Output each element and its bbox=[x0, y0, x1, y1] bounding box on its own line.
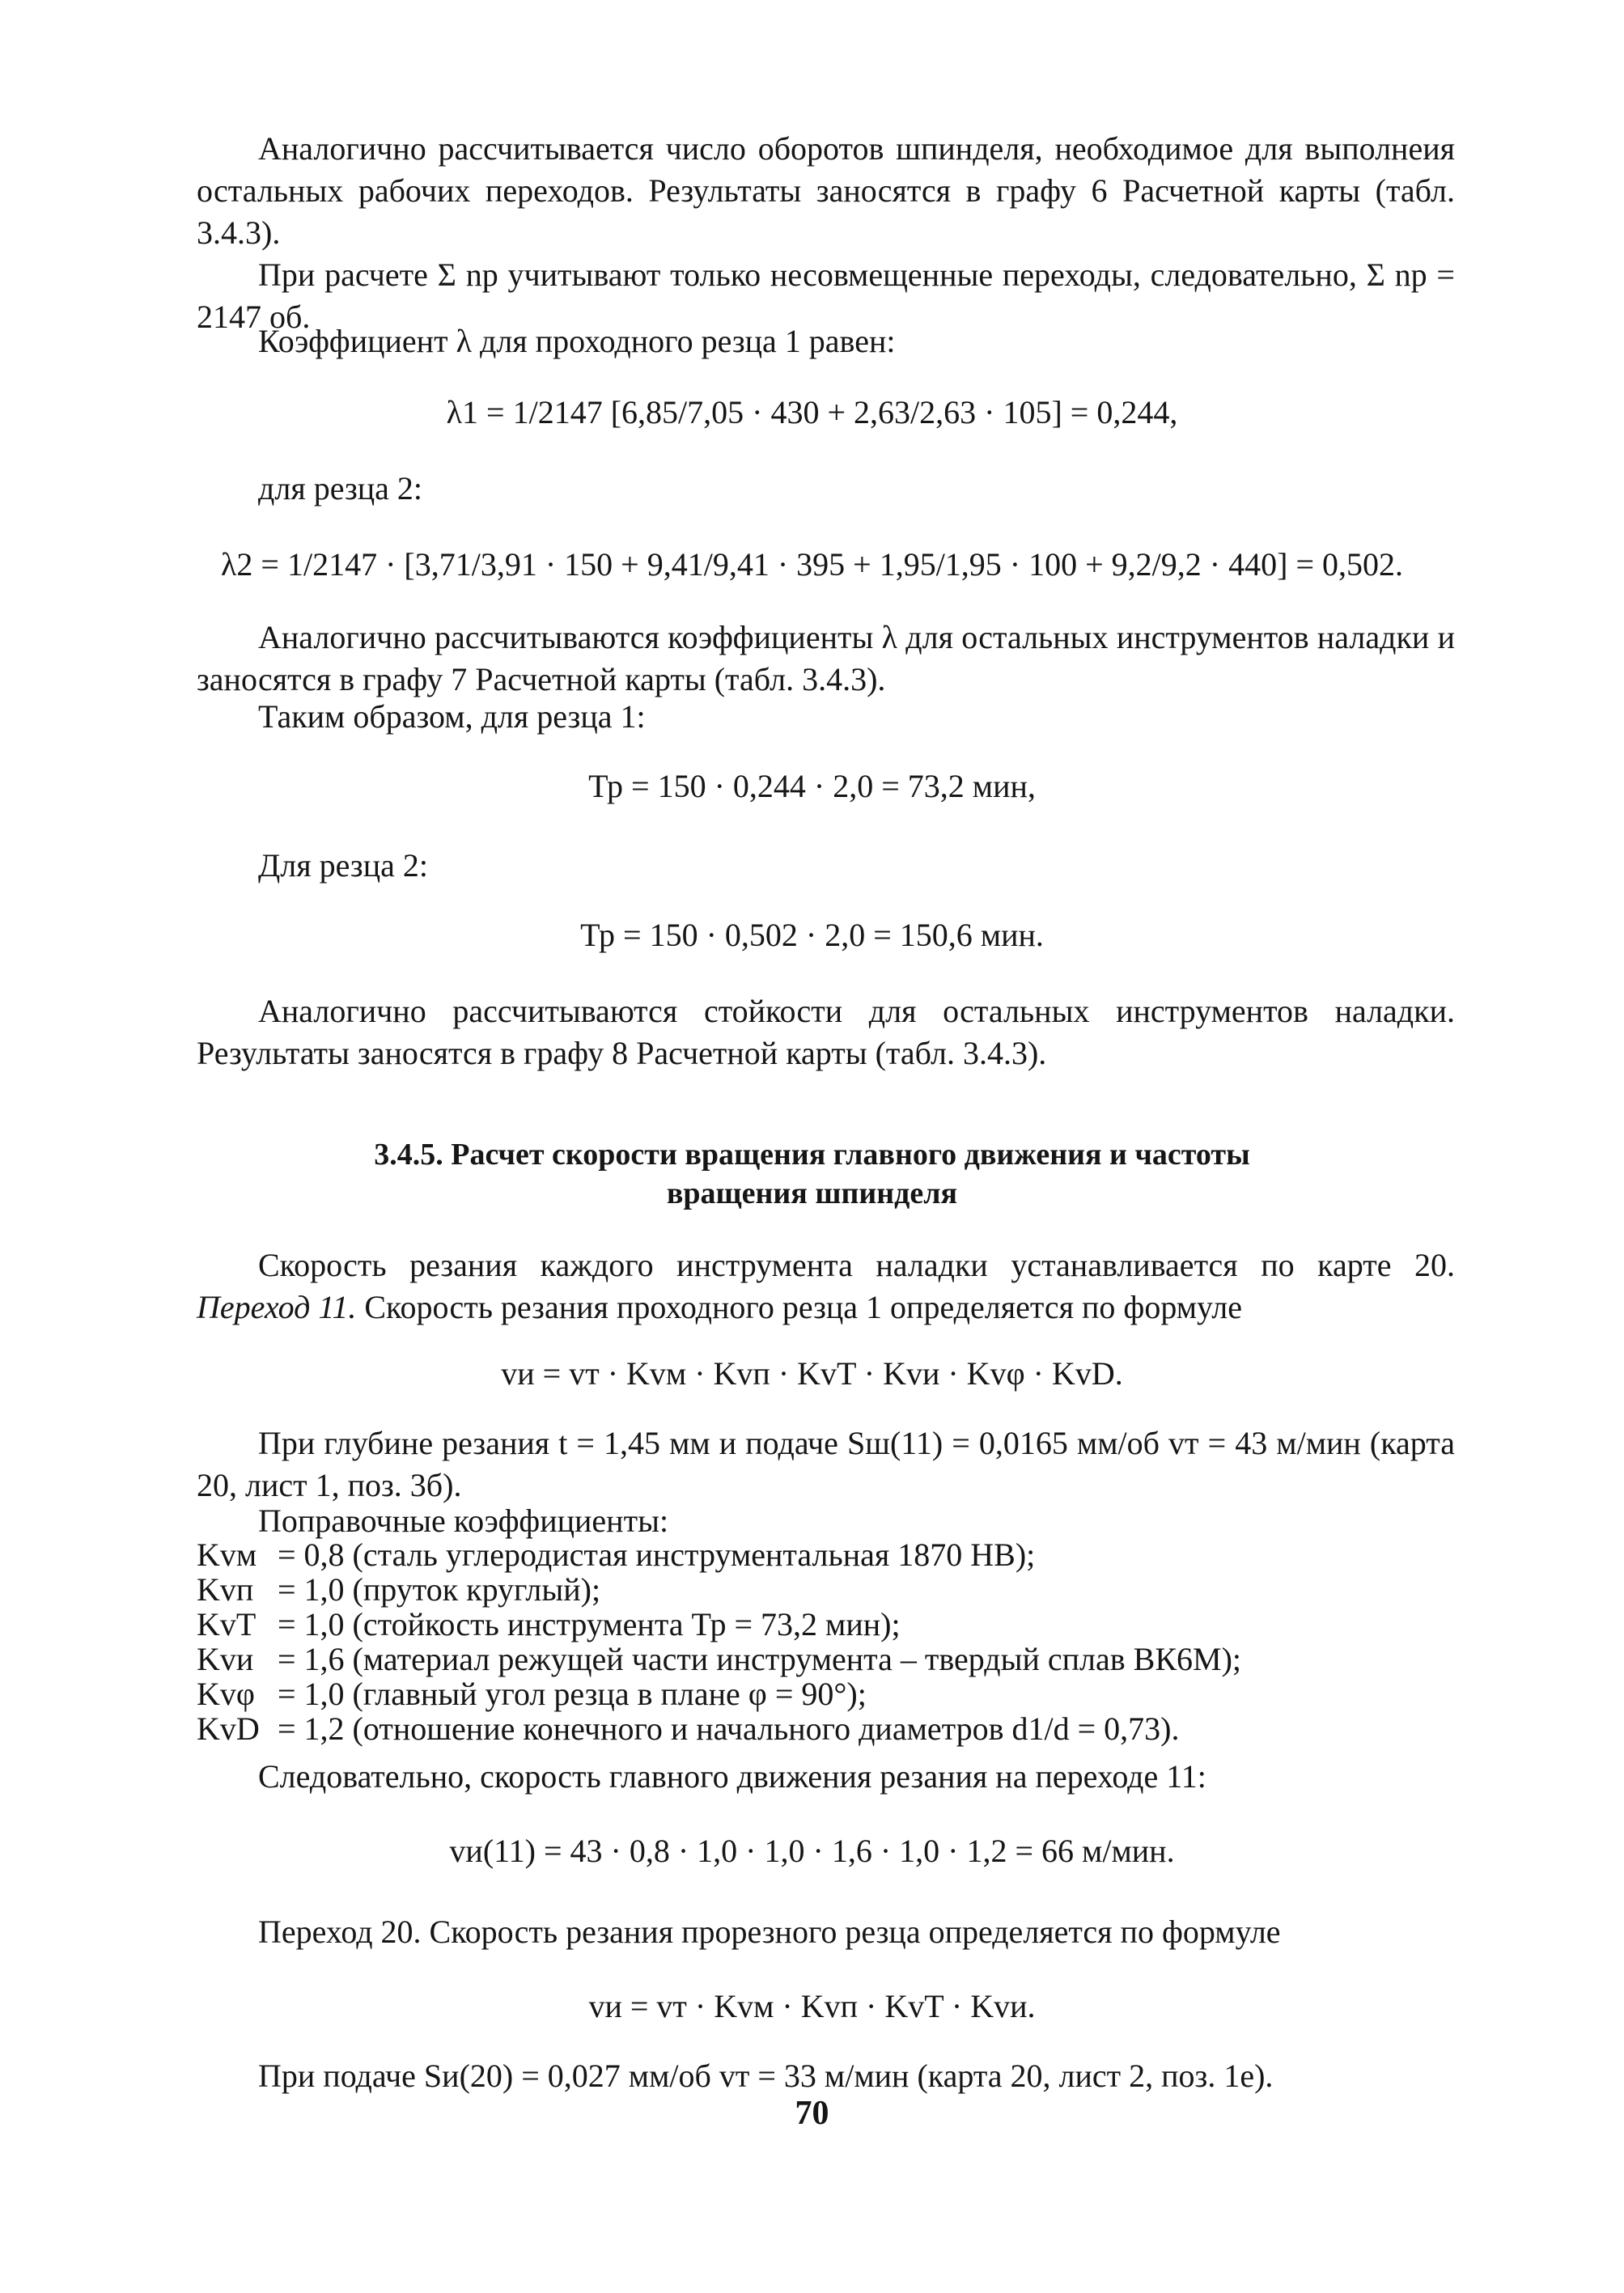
coefficient-row bbox=[197, 1676, 1459, 1711]
equation-speed-formula1: vи = vт · Kvм · Kvп · KvT · Kvи · Kvφ · KvD. bbox=[501, 1355, 1123, 1392]
coefficient-row bbox=[197, 1572, 1459, 1607]
page-number: 70 bbox=[795, 2095, 829, 2132]
coefficient-value: = 1,0 (главный угол резца в плане φ = 90°); bbox=[278, 1676, 867, 1712]
coefficient-value: = 1,0 (пруток круглый); bbox=[278, 1571, 601, 1608]
paragraph-lambda-others: Аналогично рассчитываются коэффициенты λ для остальных инструментов наладки и заносятся в графу 7 Расчетной карты (табл. 3.4.3). bbox=[197, 619, 1455, 697]
coefficient-row bbox=[197, 1607, 1459, 1642]
coefficient-value: = 1,6 (материал режущей части инструмента – твердый сплав ВК6М); bbox=[278, 1641, 1241, 1677]
equation-v11: vи(11) = 43 · 0,8 · 1,0 · 1,0 · 1,6 · 1,0 · 1,2 = 66 м/мин. bbox=[449, 1833, 1175, 1869]
paragraph-correction-factors: Поправочные коэффициенты: bbox=[258, 1503, 669, 1539]
coefficient-value: = 0,8 (сталь углеродистая инструментальная 1870 НВ); bbox=[278, 1536, 1036, 1573]
coefficient-symbol: Kvφ bbox=[197, 1676, 255, 1712]
paragraph-therefore-speed: Следовательно, скорость главного движения резания на переходе 11: bbox=[258, 1758, 1206, 1795]
coefficient-symbol: KvT bbox=[197, 1606, 257, 1642]
transition-11-label: Переход 11. bbox=[197, 1289, 357, 1325]
coefficient-symbol: Kvм bbox=[197, 1536, 257, 1573]
equation-speed-formula2: vи = vт · Kvм · Kvп · KvT · Kvи. bbox=[588, 1988, 1036, 2024]
paragraph-for-cutter2-b: Для резца 2: bbox=[258, 847, 428, 884]
paragraph-transition-20: Переход 20. Скорость резания прорезного резца определяется по формуле bbox=[258, 1914, 1281, 1950]
paragraph-thus-cutter1: Таким образом, для резца 1: bbox=[258, 698, 646, 735]
paragraph-sum-np: При расчете Σ nр учитывают только несовмещенные переходы, следовательно, Σ nр = 2147 об. bbox=[197, 256, 1455, 335]
coefficient-value: = 1,0 (стойкость инструмента Тр = 73,2 мин); bbox=[278, 1606, 901, 1642]
paragraph-cutting-speed-tail: Скорость резания проходного резца 1 определяется по формуле bbox=[356, 1289, 1243, 1325]
coefficient-list bbox=[197, 1537, 1459, 1746]
paragraph-tool-life: Аналогично рассчитываются стойкости для остальных инструментов наладки. Результаты заносятся в графу 8 Расчетной карты (табл. 3.4.3). bbox=[197, 993, 1455, 1071]
equation-tp2: Тр = 150 · 0,502 · 2,0 = 150,6 мин. bbox=[580, 917, 1044, 953]
coefficient-row bbox=[197, 1537, 1459, 1572]
equation-lambda2: λ2 = 1/2147 · [3,71/3,91 · 150 + 9,41/9,41 · 395 + 1,95/1,95 · 100 + 9,2/9,2 · 440] = 0,502. bbox=[221, 546, 1403, 583]
equation-lambda1: λ1 = 1/2147 [6,85/7,05 · 430 + 2,63/2,63 · 105] = 0,244, bbox=[446, 394, 1178, 430]
coefficient-symbol: Kvп bbox=[197, 1571, 254, 1608]
coefficient-symbol: Kvи bbox=[197, 1641, 254, 1677]
paragraph-feed-20: При подаче Sи(20) = 0,027 мм/об vт = 33 м/мин (карта 20, лист 2, поз. 1е). bbox=[258, 2058, 1274, 2094]
coefficient-symbol: KvD bbox=[197, 1710, 260, 1747]
section-heading-line1: 3.4.5. Расчет скорости вращения главного движения и частоты bbox=[374, 1138, 1250, 1172]
paragraph-depth-feed: При глубине резания t = 1,45 мм и подаче Sш(11) = 0,0165 мм/об vт = 43 м/мин (карта 20, лист 1, поз. 3б). bbox=[197, 1425, 1455, 1503]
coefficient-row bbox=[197, 1642, 1459, 1676]
paragraph-cutting-speed-text: Скорость резания каждого инструмента наладки устанавливается по карте 20. bbox=[258, 1247, 1455, 1283]
coefficient-value: = 1,2 (отношение конечного и начального диаметров d1/d = 0,73). bbox=[278, 1710, 1180, 1747]
equation-tp1: Тр = 150 · 0,244 · 2,0 = 73,2 мин, bbox=[588, 768, 1036, 804]
paragraph-lambda-cutter1: Коэффициент λ для проходного резца 1 равен: bbox=[258, 323, 896, 359]
section-heading-line2: вращения шпинделя bbox=[666, 1176, 958, 1210]
paragraph-cutting-speed bbox=[197, 1244, 1455, 1329]
paragraph-for-cutter2: для резца 2: bbox=[258, 470, 423, 506]
paragraph-spindle-revolutions: Аналогично рассчитывается число оборотов шпинделя, необходимое для выполнеия остальных рабочих переходов. Результаты заносятся в графу 6 Расчетной карты (табл. 3.4.3). bbox=[197, 130, 1455, 251]
coefficient-row bbox=[197, 1711, 1459, 1746]
